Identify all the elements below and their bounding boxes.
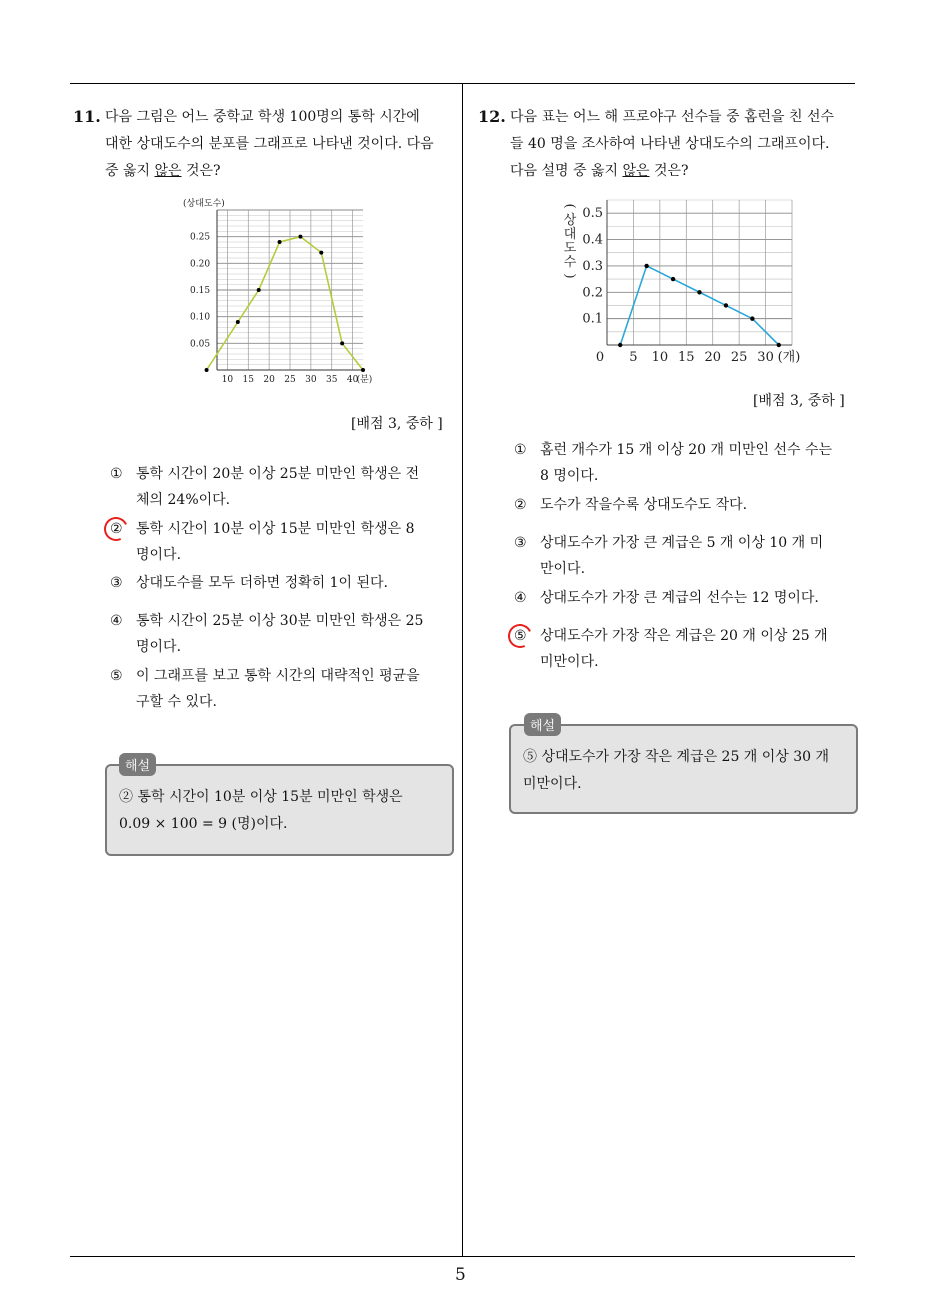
x-axis-label: (분) — [356, 375, 373, 385]
question-number: 11. — [73, 107, 101, 126]
stem-line: 중 옳지 않은 것은? — [105, 163, 221, 179]
solution-box — [509, 724, 858, 814]
y-axis-label-char: 상 — [563, 213, 577, 228]
option-4[interactable]: ④ 통학 시간이 25분 이상 30분 미만인 학생은 25 명이다. — [110, 608, 450, 660]
x-tick-label: 25 — [730, 350, 748, 365]
option-text: 통학 시간이 25분 이상 30분 미만인 학생은 25 명이다. — [136, 613, 424, 655]
data-point — [236, 320, 240, 324]
option-text: 이 그래프를 보고 통학 시간의 대략적인 평균을 구할 수 있다. — [136, 668, 420, 710]
option-text: 상대도수가 가장 큰 계급의 선수는 12 명이다. — [540, 590, 819, 606]
data-point — [257, 288, 261, 292]
column-divider — [462, 83, 463, 1257]
solution-text: ② 통학 시간이 10분 이상 15분 미만인 학생은 0.09 × 100 = 9 (명)이다. — [119, 789, 403, 832]
question-number: 12. — [478, 107, 506, 126]
y-tick-label: 0.3 — [582, 258, 603, 274]
option-3[interactable]: ③ 상대도수가 가장 큰 계급은 5 개 이상 10 개 미 만이다. — [514, 530, 854, 582]
relative-frequency-chart-commute — [180, 192, 380, 392]
stem-line: 다음 설명 중 옳지 않은 것은? — [510, 163, 689, 179]
option-text: 통학 시간이 20분 이상 25분 미만인 학생은 전 체의 24%이다. — [136, 466, 420, 508]
y-tick-label: 0.10 — [190, 312, 211, 323]
bottom-rule — [70, 1256, 855, 1257]
data-point — [618, 343, 622, 347]
data-point — [724, 303, 728, 307]
stem-line: 다음 그림은 어느 중학교 학생 100명의 통학 시간에 — [105, 109, 420, 125]
data-point — [298, 235, 302, 239]
data-point — [205, 368, 209, 372]
x-axis-label: (개) — [777, 350, 801, 365]
data-point — [750, 316, 754, 320]
x-tick-label: 35 — [325, 375, 338, 385]
data-point — [697, 290, 701, 294]
y-tick-label: 0.15 — [190, 286, 211, 296]
stem-line: 들 40 명을 조사하여 나타낸 상대도수의 그래프이다. — [510, 136, 830, 152]
solution-tag: 해설 — [524, 713, 561, 736]
option-2[interactable]: ② 도수가 작을수록 상대도수도 작다. — [514, 492, 854, 518]
option-2[interactable]: ② 통학 시간이 10분 이상 15분 미만인 학생은 8 명이다. — [110, 516, 450, 568]
y-axis-label-char: 도 — [563, 241, 577, 256]
solution-box — [105, 764, 454, 856]
data-point — [671, 277, 675, 281]
x-tick-label: 10 — [651, 350, 669, 365]
y-tick-label: 0.2 — [582, 285, 603, 301]
x-tick-label: 5 — [629, 350, 638, 365]
stem-line: 대한 상대도수의 분포를 그래프로 나타낸 것이다. 다음 — [105, 136, 434, 152]
option-5[interactable]: ⑤ 상대도수가 가장 작은 계급은 20 개 이상 25 개 미만이다. — [514, 623, 854, 675]
data-point — [644, 264, 648, 268]
y-axis-label-char: ( — [562, 203, 577, 209]
y-axis-label-char: ) — [562, 273, 577, 279]
x-tick-label: 0 — [595, 350, 605, 365]
y-tick-label: 0.05 — [190, 339, 211, 350]
option-1[interactable]: ① 통학 시간이 20분 이상 25분 미만인 학생은 전 체의 24%이다. — [110, 461, 450, 513]
x-tick-label: 10 — [221, 375, 234, 385]
x-tick-label: 30 — [757, 350, 774, 365]
question-stem — [510, 104, 870, 185]
option-text: 상대도수를 모두 더하면 정확히 1이 된다. — [136, 575, 388, 591]
score-label: [배점 3, 중하 ] — [753, 393, 845, 409]
page-number: 5 — [455, 1265, 466, 1285]
data-point — [319, 251, 323, 255]
option-text: 상대도수가 가장 큰 계급은 5 개 이상 10 개 미 만이다. — [540, 535, 824, 577]
score-label: [배점 3, 중하 ] — [351, 416, 443, 432]
series-line — [207, 237, 363, 370]
option-text: 상대도수가 가장 작은 계급은 20 개 이상 25 개 미만이다. — [540, 628, 828, 670]
relative-frequency-chart-homeruns — [560, 192, 820, 372]
data-point — [777, 343, 781, 347]
x-tick-label: 15 — [678, 350, 695, 365]
stem-line: 다음 표는 어느 해 프로야구 선수들 중 홈런을 친 선수 — [510, 109, 835, 125]
option-text: 통학 시간이 10분 이상 15분 미만인 학생은 8 명이다. — [136, 521, 415, 563]
question-stem — [105, 104, 465, 185]
y-axis-label: (상대도수) — [183, 199, 225, 209]
y-tick-label: 0.4 — [582, 232, 603, 248]
data-point — [278, 240, 282, 244]
option-text: 홈런 개수가 15 개 이상 20 개 미만인 선수 수는 8 명이다. — [540, 442, 833, 484]
x-tick-label: 15 — [242, 375, 255, 385]
solution-text: ⑤ 상대도수가 가장 작은 계급은 25 개 이상 30 개 미만이다. — [523, 749, 830, 792]
y-tick-label: 0.20 — [190, 259, 211, 270]
option-1[interactable]: ① 홈런 개수가 15 개 이상 20 개 미만인 선수 수는 8 명이다. — [514, 437, 854, 489]
option-text: 도수가 작을수록 상대도수도 작다. — [540, 497, 748, 513]
data-point — [361, 368, 365, 372]
y-tick-label: 0.25 — [190, 232, 211, 243]
y-axis-label-char: 수 — [563, 255, 577, 270]
y-tick-label: 0.1 — [582, 311, 603, 327]
x-tick-label: 20 — [263, 375, 275, 385]
x-tick-label: 30 — [305, 375, 317, 385]
option-4[interactable]: ④ 상대도수가 가장 큰 계급의 선수는 12 명이다. — [514, 585, 854, 611]
y-tick-label: 0.5 — [582, 206, 603, 222]
x-tick-label: 25 — [284, 375, 296, 385]
x-tick-label: 40 — [346, 375, 359, 385]
option-5[interactable]: ⑤ 이 그래프를 보고 통학 시간의 대략적인 평균을 구할 수 있다. — [110, 663, 450, 715]
y-axis-label-char: 대 — [563, 227, 577, 242]
x-tick-label: 20 — [704, 350, 721, 365]
data-point — [340, 341, 344, 345]
option-3[interactable]: ③ 상대도수를 모두 더하면 정확히 1이 된다. — [110, 570, 450, 596]
solution-tag: 해설 — [119, 753, 156, 776]
